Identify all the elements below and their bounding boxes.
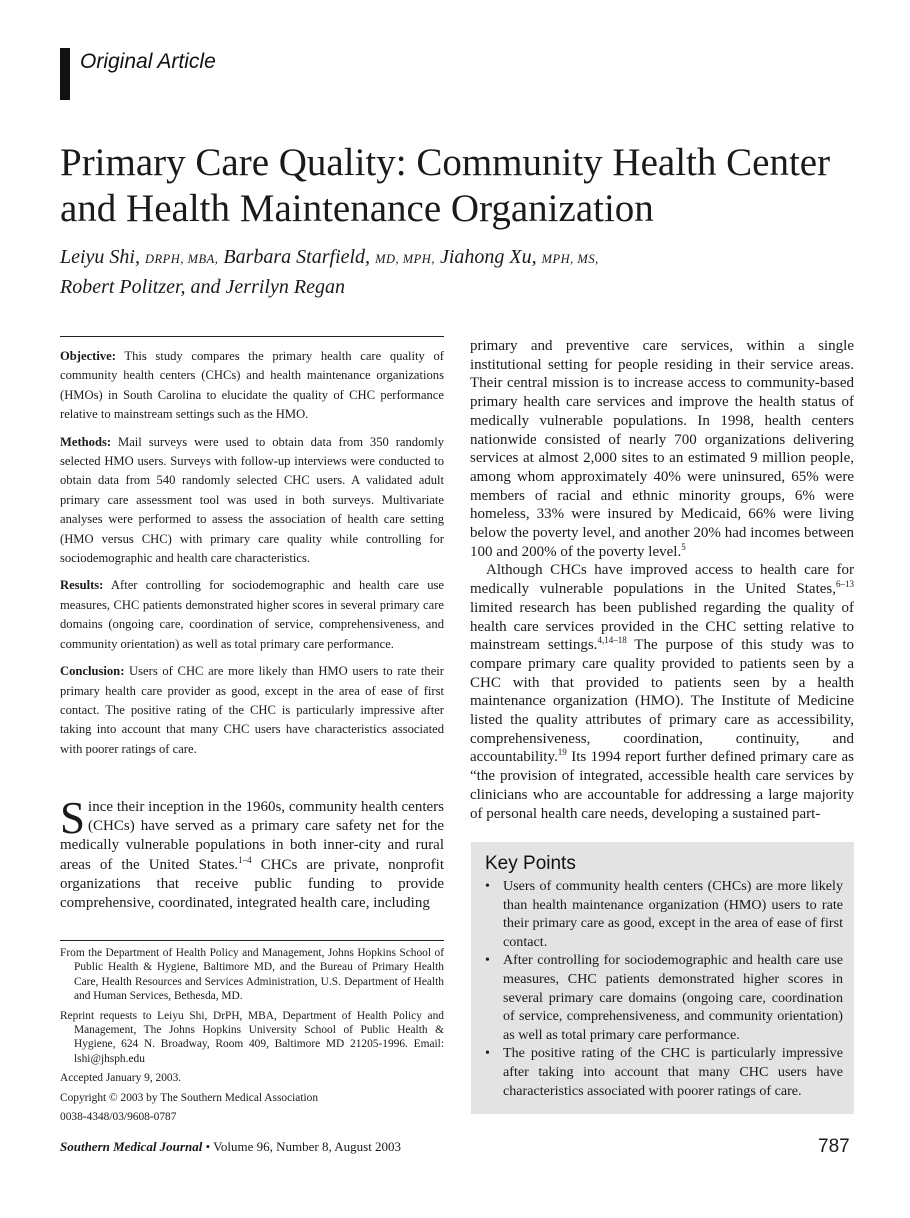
journal-issue: Volume 96, Number 8, August 2003 [213,1139,402,1154]
author-list [60,243,860,301]
section-marker-bar [60,48,70,100]
citation: 5 [681,541,686,552]
citation: 19 [557,747,567,758]
copyright-note: Copyright © 2003 by The Southern Medical Association [60,1091,319,1104]
abstract-objective: Objective: This study compares the primary health care quality of community health centers (CHCs) and health maintenance organizations (HMOs) in South Carolina to elucidate the quality of CHC performance relative to mainstream settings such as the HMO. [60,349,444,422]
citation: 4,14–18 [597,635,627,646]
key-point-item: • Users of community health centers (CHCs) are more likely than health maintenance organization (HMO) users to rate their primary care as good, except in the area of ease of first contact. [483,877,843,951]
section-label: Original Article [80,50,216,73]
abstract-results: Results: After controlling for sociodemographic and health care use measures, CHC patients demonstrated higher scores in several primary care domains (ongoing care, coordination of service, comprehensiveness, and community orientation) as well as total primary care performance. [60,578,444,651]
body-paragraph: primary and preventive care services, within a single institutional setting for people residing in their service areas. Their central mission is to increase access to community-based primary health care services and improve the health status of medically vulnerable populations. In 1998, health centers nationwide consisted of nearly 700 organizations delivering services at almost 2,000 sites to an estimated 9 million people, among whom approximately 40% were uninsured, 65% were members of racial and ethnic minority groups, 6% were homeless, 33% were insured by Medicaid, 66% were living below the poverty level, and another 20% had incomes between 100 and 200% of the poverty level.$^5$ [470,338,854,560]
intro-paragraph: Since their inception in the 1960s, community health centers (CHCs) have served as a primary care safety net for the medically vulnerable populations in both inner-city and rural areas of the United States.$^{1-4}$ CHCs are private, nonprofit organizations that receive public funding to provide comprehensive, coordinated, integrated health care, including [60,793,444,912]
reprint-note: Reprint requests to Leiyu Shi, DrPH, MBA, Department of Health Policy and Management, The Johns Hopkins University School of Public Health & Hygiene, 624 N. Broadway, Room 409, Baltimore MD 21205-1996. Email: lshi@jhsph.edu [60,1009,444,1065]
key-points-list [483,877,843,1100]
issn-code: 0038-4348/03/9608-0787 [60,1111,177,1124]
accepted-date: Accepted January 9, 2003. [60,1072,182,1085]
abstract [60,347,444,767]
author-name: Jiahong Xu, [439,246,537,268]
citation: 6–13 [836,579,854,590]
citation: 1–4 [238,854,252,865]
abstract-conclusion: Conclusion: Users of CHC are more likely than HMO users to rate their primary health care provider as good, except in the area of ease of first contact. The positive rating of the CHC is particularly impressive after taking into account that many CHC users have characteristics associated with poorer ratings of care. [60,664,444,756]
key-point-item: • The positive rating of the CHC is particularly impressive after taking into account that many CHC users have characteristics associated with poorer ratings of care. [483,1044,843,1100]
author-name: Barbara Starfield, [223,246,371,268]
page-number: 787 [818,1136,850,1157]
author-degrees: MPH, MS, [541,252,599,266]
key-point-item: • After controlling for sociodemographic and health care use measures, CHC patients demonstrated higher scores in several primary care domains (ongoing care, coordination of service, comprehensiveness, and community orientation) as well as total primary care performance. [483,951,843,1044]
journal-name: Southern Medical Journal [60,1139,203,1154]
abstract-methods: Methods: Mail surveys were used to obtain data from 350 randomly selected HMO users. Surveys with follow-up interviews were conducted to obtain data from 540 randomly selected CHC users. A validated adult primary care assessment tool was used in both surveys. Multivariate analyses were performed to assess the association of health care setting (HMO versus CHC) with primary care quality while controlling for sociodemographic and health care characteristics. [60,434,444,566]
footnotes [60,946,444,1129]
affiliation-note: From the Department of Health Policy and Management, Johns Hopkins School of Public Health & Hygiene, Baltimore MD, and the Bureau of Primary Health Care, Health Resources and Services Administration, U.S. Department of Health and Human Services, Bethesda, MD. [60,947,444,1003]
author-name: Leiyu Shi, [60,246,140,268]
journal-footer: Southern Medical Journal • Volume 96, Number 8, August 2003 [60,1139,402,1154]
author-line-2: Robert Politzer, and Jerrilyn Regan [60,276,345,298]
key-points-title: Key Points [485,853,576,874]
abstract-top-rule [60,336,444,337]
article-title: Primary Care Quality: Community Health Center and Health Maintenance Organization [60,141,831,230]
author-degrees: DRPH, MBA, [145,252,219,266]
body-paragraph: Although CHCs have improved access to health care for medically vulnerable populations in the United States,$^{6-13}$ limited research has been published regarding the quality of health care services provided in the CHC setting relative to mainstream settings.$^{4,14-18}$ The purpose of this study was to compare primary care quality provided to patients seen by a CHC with that provided to patients seen by a health maintenance organization (HMO). The Institute of Medicine listed the quality attributes of primary care as accessibility, comprehensiveness, coordination, continuity, and accountability.$^{19}$ Its 1994 report further defined primary care as “the provision of integrated, accessible health care services by clinicians who are accountable for addressing a large majority of personal health care needs, developing a sustained part- [470,562,854,822]
right-column-text [470,337,854,823]
footnote-rule [60,940,444,941]
author-degrees: MD, MPH, [375,252,435,266]
drop-cap: S [60,793,86,843]
